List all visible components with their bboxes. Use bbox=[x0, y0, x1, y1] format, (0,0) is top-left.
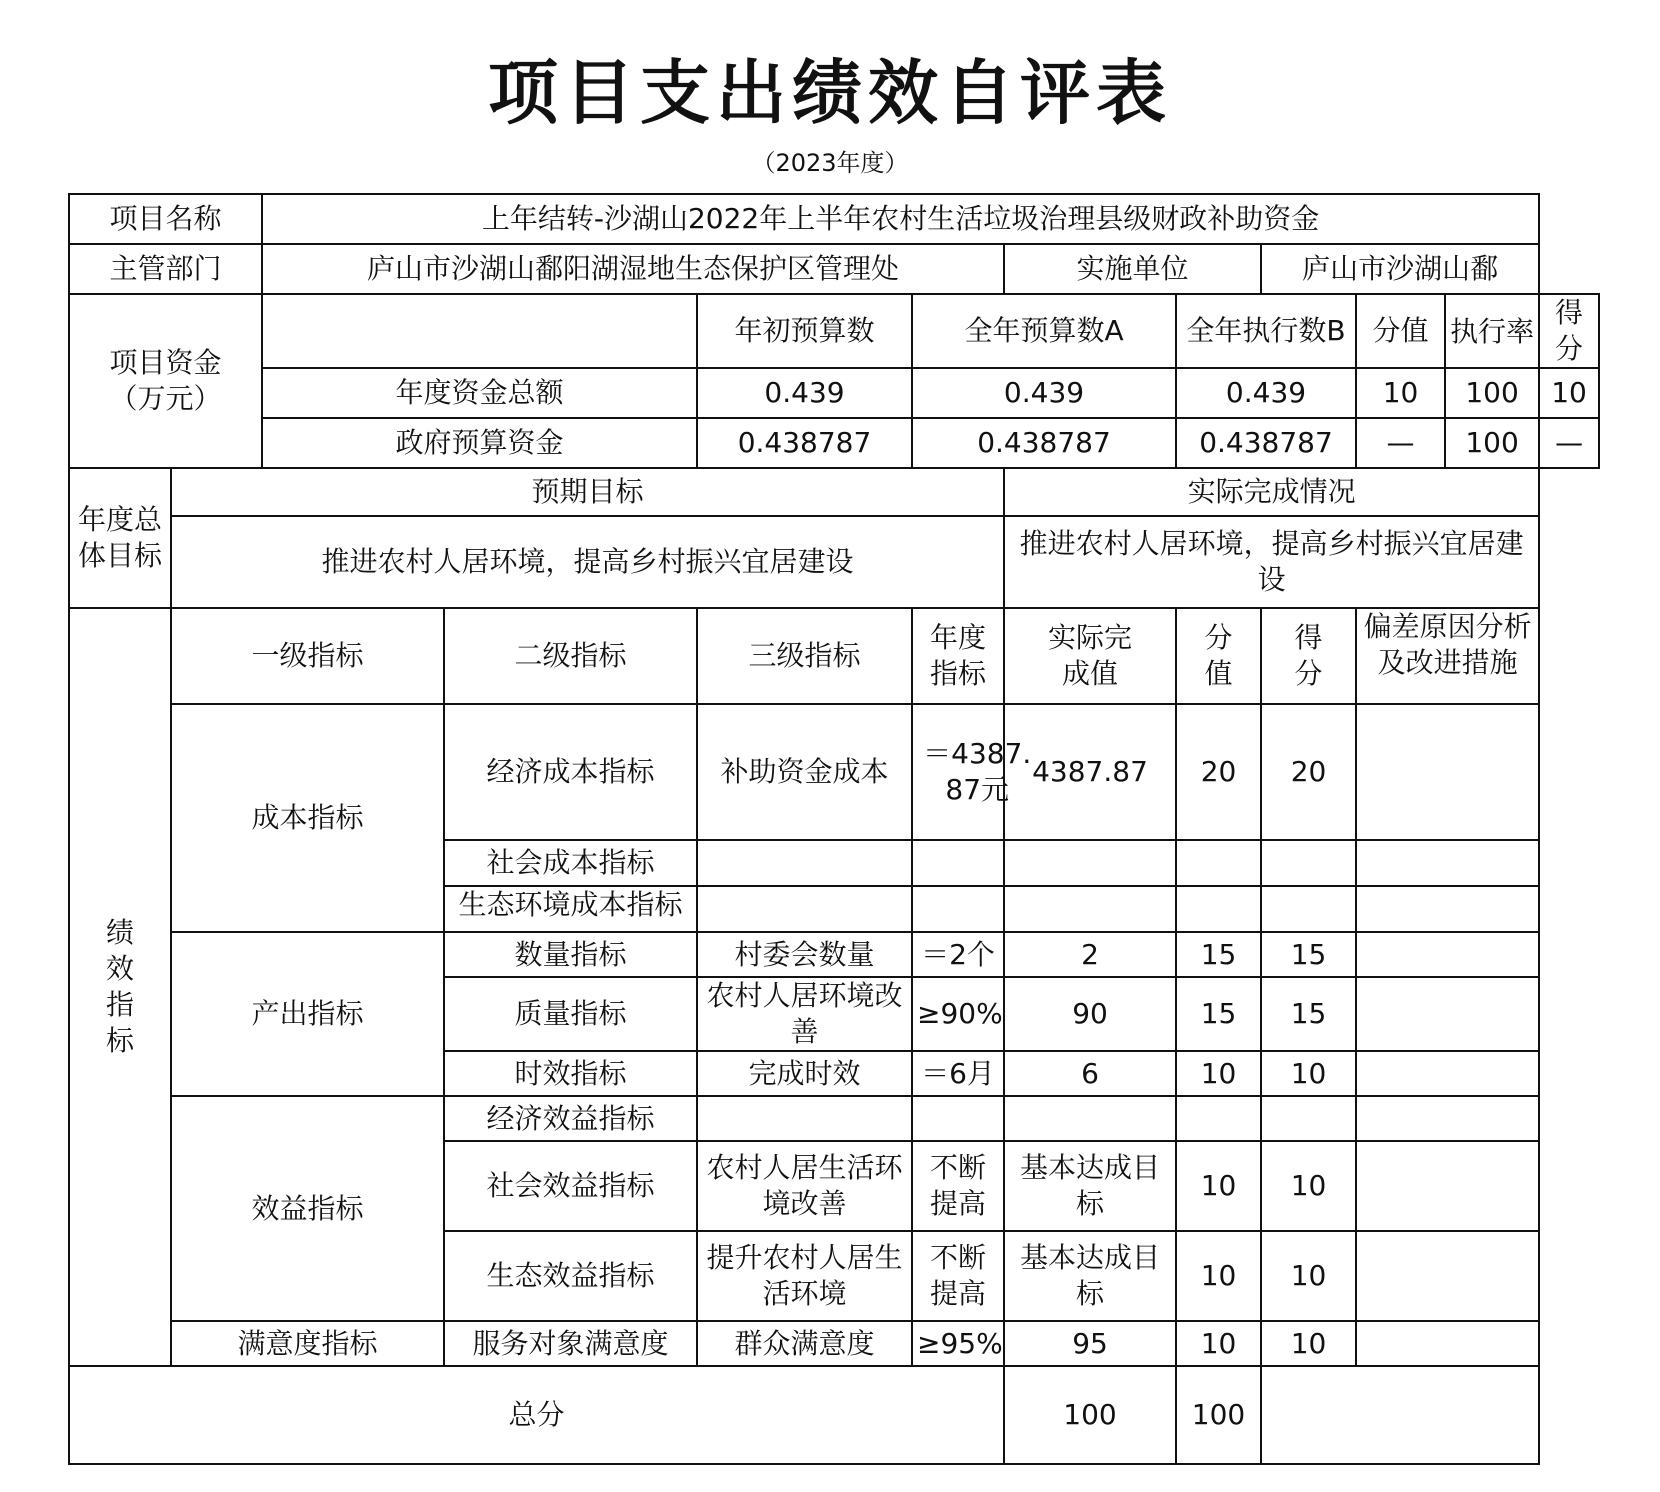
indicator-actual-value bbox=[1004, 1096, 1176, 1141]
indicator-score-value bbox=[1176, 886, 1261, 932]
indicator-annual-target bbox=[912, 840, 1004, 886]
indicator-score-value: 10 bbox=[1176, 1051, 1261, 1096]
indicator-deviation bbox=[1356, 1096, 1539, 1141]
project-funds-label: 项目资金 （万元） bbox=[69, 294, 262, 468]
funds-row-total-score: 10 bbox=[1539, 368, 1599, 418]
indicator-score: 20 bbox=[1261, 704, 1356, 840]
total-label: 总分 bbox=[69, 1366, 1004, 1464]
indicator-level3 bbox=[697, 1096, 912, 1141]
funds-header-rate: 执行率 bbox=[1445, 294, 1539, 368]
indicator-score-value: 10 bbox=[1176, 1321, 1261, 1366]
funds-header-score: 得分 bbox=[1539, 294, 1599, 368]
header-level2: 二级指标 bbox=[444, 608, 697, 704]
funds-row-total-annual: 0.439 bbox=[912, 368, 1176, 418]
indicator-level2: 服务对象满意度 bbox=[444, 1321, 697, 1366]
implementing-unit-value: 庐山市沙湖山鄱 bbox=[1261, 244, 1539, 294]
indicator-actual-value: 6 bbox=[1004, 1051, 1176, 1096]
funds-row-gov-rate: 100 bbox=[1445, 418, 1539, 468]
annual-goal-label: 年度总体目标 bbox=[69, 468, 171, 608]
indicator-deviation bbox=[1356, 704, 1539, 840]
header-score: 得分 bbox=[1261, 608, 1356, 704]
indicator-score-value: 10 bbox=[1176, 1231, 1261, 1321]
indicator-level2: 社会效益指标 bbox=[444, 1141, 697, 1231]
funds-row-total-executed: 0.439 bbox=[1176, 368, 1356, 418]
expected-goal-header: 预期目标 bbox=[171, 468, 1004, 516]
indicator-deviation bbox=[1356, 977, 1539, 1051]
funds-row-gov-initial: 0.438787 bbox=[697, 418, 912, 468]
indicator-score: 10 bbox=[1261, 1231, 1356, 1321]
indicator-level2: 质量指标 bbox=[444, 977, 697, 1051]
department-label: 主管部门 bbox=[69, 244, 262, 294]
funds-header-executed: 全年执行数B bbox=[1176, 294, 1356, 368]
funds-header-blank bbox=[262, 294, 697, 368]
project-name-value: 上年结转-沙湖山2022年上半年农村生活垃圾治理县级财政补助资金 bbox=[262, 194, 1539, 244]
actual-completion-header: 实际完成情况 bbox=[1004, 468, 1539, 516]
indicator-score: 10 bbox=[1261, 1321, 1356, 1366]
indicator-level3: 完成时效 bbox=[697, 1051, 912, 1096]
indicator-annual-target: 不断提高 bbox=[912, 1231, 1004, 1321]
indicator-actual-value bbox=[1004, 886, 1176, 932]
funds-row-gov-executed: 0.438787 bbox=[1176, 418, 1356, 468]
funds-header-annual: 全年预算数A bbox=[912, 294, 1176, 368]
funds-row-total-initial: 0.439 bbox=[697, 368, 912, 418]
total-value: 100 bbox=[1004, 1366, 1176, 1464]
indicator-level2: 数量指标 bbox=[444, 932, 697, 977]
funds-header-initial: 年初预算数 bbox=[697, 294, 912, 368]
header-actual-value: 实际完成值 bbox=[1004, 608, 1176, 704]
indicator-level2: 经济效益指标 bbox=[444, 1096, 697, 1141]
indicator-score: 15 bbox=[1261, 932, 1356, 977]
indicator-score bbox=[1261, 886, 1356, 932]
funds-row-gov-score-value: — bbox=[1356, 418, 1445, 468]
header-level1: 一级指标 bbox=[171, 608, 444, 704]
indicator-level2: 时效指标 bbox=[444, 1051, 697, 1096]
indicator-level2: 社会成本指标 bbox=[444, 840, 697, 886]
indicator-level3: 农村人居生活环境改善 bbox=[697, 1141, 912, 1231]
self-evaluation-table bbox=[68, 193, 1600, 1465]
funds-row-gov-name: 政府预算资金 bbox=[262, 418, 697, 468]
indicator-score-value: 15 bbox=[1176, 977, 1261, 1051]
funds-row-total-rate: 100 bbox=[1445, 368, 1539, 418]
funds-row-total-name: 年度资金总额 bbox=[262, 368, 697, 418]
header-level3: 三级指标 bbox=[697, 608, 912, 704]
indicator-actual-value bbox=[1004, 840, 1176, 886]
total-deviation bbox=[1261, 1366, 1539, 1464]
indicator-annual-target bbox=[912, 1096, 1004, 1141]
indicator-actual-value: 2 bbox=[1004, 932, 1176, 977]
indicator-annual-target: ＝4387.87元 bbox=[912, 704, 1004, 840]
header-annual-target: 年度指标 bbox=[912, 608, 1004, 704]
indicator-level2: 生态环境成本指标 bbox=[444, 886, 697, 932]
indicator-score: 10 bbox=[1261, 1051, 1356, 1096]
expected-goal-text: 推进农村人居环境，提高乡村振兴宜居建设 bbox=[171, 516, 1004, 608]
indicator-level3: 提升农村人居生活环境 bbox=[697, 1231, 912, 1321]
indicator-score: 10 bbox=[1261, 1141, 1356, 1231]
indicator-score-value: 20 bbox=[1176, 704, 1261, 840]
fiscal-year: （2023年度） bbox=[751, 149, 909, 177]
indicator-annual-target: ≥90% bbox=[912, 977, 1004, 1051]
indicator-deviation bbox=[1356, 886, 1539, 932]
implementing-unit-label: 实施单位 bbox=[1004, 244, 1261, 294]
header-deviation: 偏差原因分析及改进措施 bbox=[1356, 608, 1539, 704]
indicator-score-value bbox=[1176, 1096, 1261, 1141]
indicator-deviation bbox=[1356, 1051, 1539, 1096]
indicator-level3: 补助资金成本 bbox=[697, 704, 912, 840]
indicator-score: 15 bbox=[1261, 977, 1356, 1051]
funds-row-gov-score: — bbox=[1539, 418, 1599, 468]
indicator-level3 bbox=[697, 840, 912, 886]
page-title: 项目支出绩效自评表 bbox=[488, 51, 1172, 134]
total-score: 100 bbox=[1176, 1366, 1261, 1464]
performance-indicators-label: 绩效指标 bbox=[69, 608, 171, 1366]
indicator-deviation bbox=[1356, 932, 1539, 977]
indicator-score bbox=[1261, 1096, 1356, 1141]
header-score-value: 分值 bbox=[1176, 608, 1261, 704]
indicator-annual-target: ＝6月 bbox=[912, 1051, 1004, 1096]
indicator-level3: 村委会数量 bbox=[697, 932, 912, 977]
indicator-deviation bbox=[1356, 840, 1539, 886]
indicator-score-value: 15 bbox=[1176, 932, 1261, 977]
indicator-actual-value: 基本达成目标 bbox=[1004, 1231, 1176, 1321]
indicator-level3 bbox=[697, 886, 912, 932]
indicator-annual-target: 不断提高 bbox=[912, 1141, 1004, 1231]
indicator-score-value: 10 bbox=[1176, 1141, 1261, 1231]
indicator-level3: 群众满意度 bbox=[697, 1321, 912, 1366]
indicator-deviation bbox=[1356, 1231, 1539, 1321]
funds-row-total-score-value: 10 bbox=[1356, 368, 1445, 418]
indicator-actual-value: 95 bbox=[1004, 1321, 1176, 1366]
funds-header-score-value: 分值 bbox=[1356, 294, 1445, 368]
indicator-deviation bbox=[1356, 1321, 1539, 1366]
funds-row-gov-annual: 0.438787 bbox=[912, 418, 1176, 468]
indicator-annual-target bbox=[912, 886, 1004, 932]
indicator-actual-value: 90 bbox=[1004, 977, 1176, 1051]
indicator-level3: 农村人居环境改善 bbox=[697, 977, 912, 1051]
indicator-level2: 生态效益指标 bbox=[444, 1231, 697, 1321]
group-output-indicators: 产出指标 bbox=[171, 932, 444, 1096]
indicator-score bbox=[1261, 840, 1356, 886]
indicator-actual-value: 4387.87 bbox=[1004, 704, 1176, 840]
indicator-level2: 经济成本指标 bbox=[444, 704, 697, 840]
indicator-actual-value: 基本达成目标 bbox=[1004, 1141, 1176, 1231]
actual-completion-text: 推进农村人居环境，提高乡村振兴宜居建设 bbox=[1004, 516, 1539, 608]
indicator-deviation bbox=[1356, 1141, 1539, 1231]
indicator-annual-target: ≥95% bbox=[912, 1321, 1004, 1366]
group-benefit-indicators: 效益指标 bbox=[171, 1096, 444, 1321]
group-cost-indicators: 成本指标 bbox=[171, 704, 444, 932]
project-name-label: 项目名称 bbox=[69, 194, 262, 244]
indicator-annual-target: ＝2个 bbox=[912, 932, 1004, 977]
group-satisfaction-indicators: 满意度指标 bbox=[171, 1321, 444, 1366]
department-value: 庐山市沙湖山鄱阳湖湿地生态保护区管理处 bbox=[262, 244, 1004, 294]
indicator-score-value bbox=[1176, 840, 1261, 886]
